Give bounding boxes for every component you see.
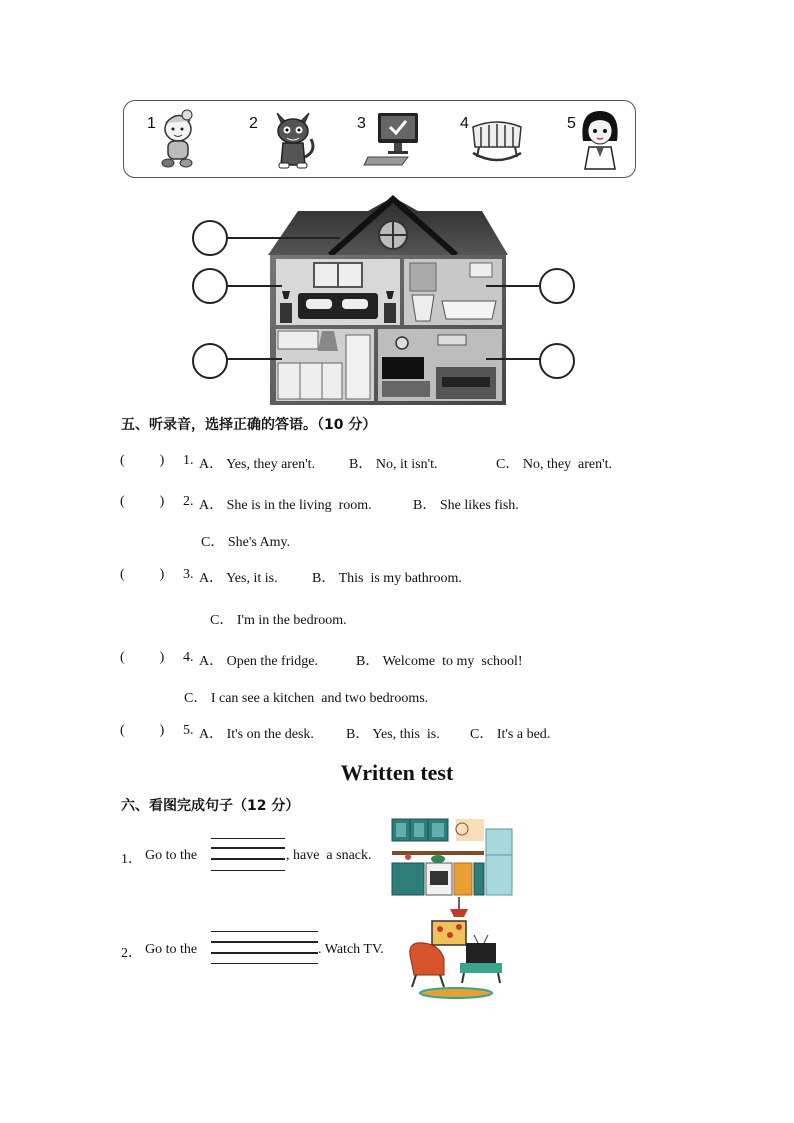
question-number-5: 5.	[183, 723, 194, 738]
writing-line[interactable]	[211, 931, 318, 932]
picture-strip	[123, 100, 636, 178]
option-b-4: B． Welcome to my school!	[356, 654, 523, 669]
question-number-3: 3.	[183, 567, 194, 582]
kitchen-picture	[390, 815, 514, 897]
girl-icon	[579, 107, 621, 171]
writing-line[interactable]	[211, 847, 285, 849]
written-test-title: Written test	[340, 760, 454, 785]
answer-bracket-1[interactable]: ( )	[120, 453, 165, 468]
answer-bracket-3[interactable]: ( )	[120, 567, 165, 582]
option-c-4: C． I can see a kitchen and two bedrooms.	[184, 691, 429, 706]
question-number-1: 1.	[183, 453, 194, 468]
option-c-5: C． It's a bed.	[470, 727, 551, 742]
cat-icon	[269, 107, 319, 171]
sentence-suffix-1: , have a snack.	[286, 848, 372, 863]
sentence-number-2: 2．	[121, 946, 142, 961]
living-room-picture	[404, 897, 506, 1001]
option-b-5: B． Yes, this is.	[346, 727, 440, 742]
writing-line[interactable]	[211, 870, 285, 871]
option-b-2: B． She likes fish.	[413, 498, 519, 513]
question-number-2: 2.	[183, 494, 194, 509]
writing-line[interactable]	[211, 963, 318, 964]
sentence-number-1: 1．	[121, 852, 142, 867]
computer-icon	[362, 111, 424, 169]
cradle-icon	[469, 113, 525, 167]
question-number-4: 4.	[183, 650, 194, 665]
answer-bracket-2[interactable]: ( )	[120, 494, 165, 509]
option-a-5: A． It's on the desk.	[199, 727, 314, 742]
option-a-3: A． Yes, it is.	[199, 571, 278, 586]
sentence-prefix-1: Go to the	[145, 848, 198, 863]
option-c-1: C． No, they aren't.	[496, 457, 613, 472]
picture-number-3: 3	[357, 115, 366, 132]
writing-line[interactable]	[211, 941, 318, 943]
writing-line[interactable]	[211, 858, 285, 860]
baby-doll-icon	[154, 107, 200, 171]
sentence-suffix-2: . Watch TV.	[318, 942, 384, 957]
writing-line[interactable]	[211, 952, 318, 954]
picture-number-1: 1	[147, 115, 156, 132]
option-a-1: A． Yes, they aren't.	[199, 457, 316, 472]
sentence-prefix-2: Go to the	[145, 942, 198, 957]
option-b-1: B． No, it isn't.	[349, 457, 438, 472]
answer-bracket-5[interactable]: ( )	[120, 723, 165, 738]
picture-number-5: 5	[567, 115, 576, 132]
picture-number-2: 2	[249, 115, 258, 132]
picture-number-4: 4	[460, 115, 469, 132]
writing-line[interactable]	[211, 838, 285, 839]
option-a-4: A． Open the fridge.	[199, 654, 318, 669]
option-c-2: C． She's Amy.	[201, 535, 291, 550]
answer-bracket-4[interactable]: ( )	[120, 650, 165, 665]
option-a-2: A． She is in the living room.	[199, 498, 372, 513]
option-b-3: B． This is my bathroom.	[312, 571, 462, 586]
section-5-heading: 五、听录音，选择正确的答语。（10 分）	[121, 417, 377, 433]
house-diagram	[190, 195, 580, 407]
option-c-3: C． I'm in the bedroom.	[210, 613, 347, 628]
section-6-heading: 六、看图完成句子（12 分）	[121, 798, 300, 814]
